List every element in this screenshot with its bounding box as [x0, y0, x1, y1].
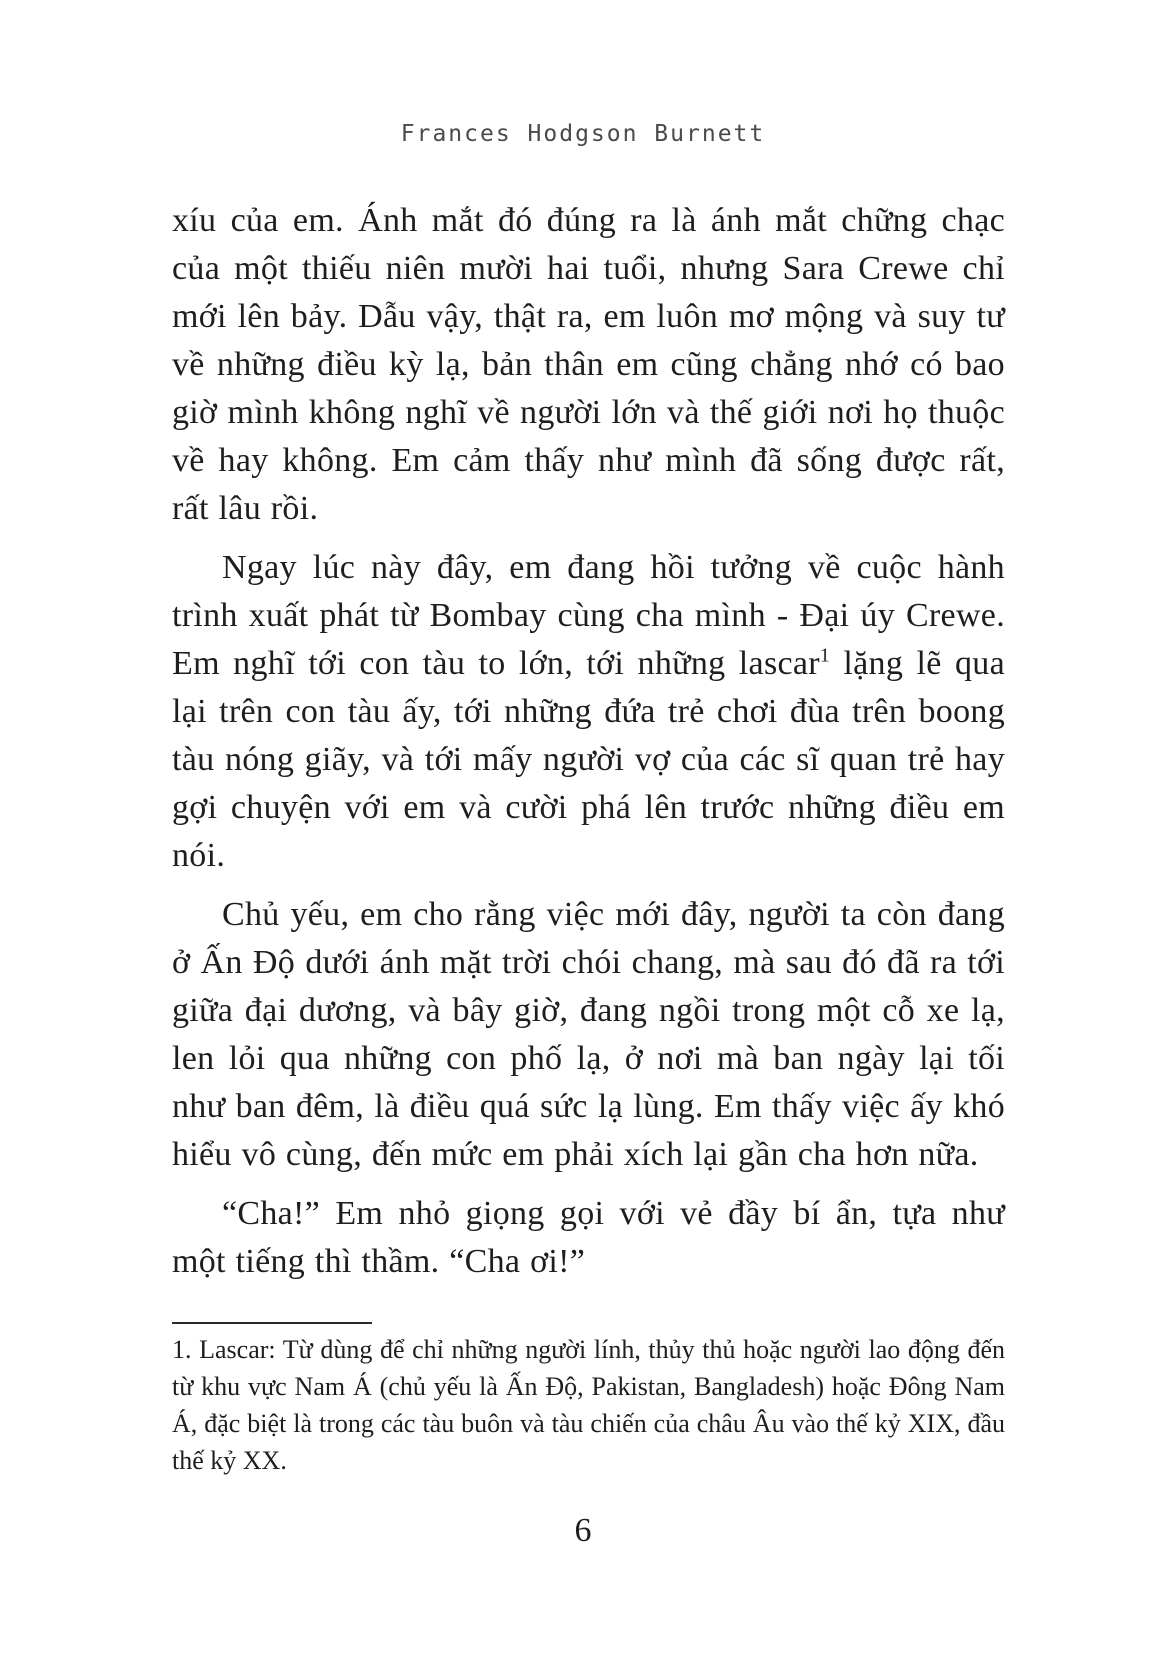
paragraph-text-after-ref: lặng lẽ qua lại trên con tàu ấy, tới những đứa trẻ chơi đùa trên boong tàu nóng giãy, và tới mấy người vợ của các sĩ quan trẻ hay gợi chuyện với em và cười phá lên trước những điều em nói.	[172, 645, 1006, 874]
footnote-text: 1. Lascar: Từ dùng để chỉ những người lính, thủy thủ hoặc người lao động đến từ khu vực Nam Á (chủ yếu là Ấn Độ, Pakistan, Bangladesh) hoặc Đông Nam Á, đặc biệt là trong các tàu buôn và tàu chiến của châu Âu vào thế kỷ XIX, đầu thế kỷ XX.	[172, 1335, 1005, 1475]
body-paragraph-3: Chủ yếu, em cho rằng việc mới đây, người ta còn đang ở Ấn Độ dưới ánh mặt trời chói chang, mà sau đó đã ra tới giữa đại dương, và bây giờ, đang ngồi trong một cỗ xe lạ, len lỏi qua những con phố lạ, ở nơi mà ban ngày lại tối như ban đêm, là điều quá sức lạ lùng. Em thấy việc ấy khó hiểu vô cùng, đến mức em phải xích lại gần cha hơn nữa.	[172, 896, 1005, 1173]
body-text	[172, 197, 1005, 1297]
body-paragraph-2	[172, 544, 1005, 880]
body-paragraph-4: “Cha!” Em nhỏ giọng gọi với vẻ đầy bí ẩn, tựa như một tiếng thì thầm. “Cha ơi!”	[172, 1195, 1005, 1280]
footnote-divider	[172, 1322, 372, 1324]
body-paragraph-1: xíu của em. Ánh mắt đó đúng ra là ánh mắt chững chạc của một thiếu niên mười hai tuổi, nhưng Sara Crewe chỉ mới lên bảy. Dẫu vậy, thật ra, em luôn mơ mộng và suy tư về những điều kỳ lạ, bản thân em cũng chẳng nhớ có bao giờ mình không nghĩ về người lớn và thế giới nơi họ thuộc về hay không. Em cảm thấy như mình đã sống được rất, rất lâu rồi.	[172, 202, 1005, 527]
running-header-author: Frances Hodgson Burnett	[400, 121, 766, 147]
page-number: 6	[574, 1512, 592, 1549]
paragraph-text-before-ref: Ngay lúc này đây, em đang hồi tưởng về cuộc hành trình xuất phát từ Bombay cùng cha mình - Đại úy Crewe. Em nghĩ tới con tàu to lớn, tới những lascar	[172, 549, 1005, 682]
footnote-ref-marker: 1	[819, 644, 831, 667]
